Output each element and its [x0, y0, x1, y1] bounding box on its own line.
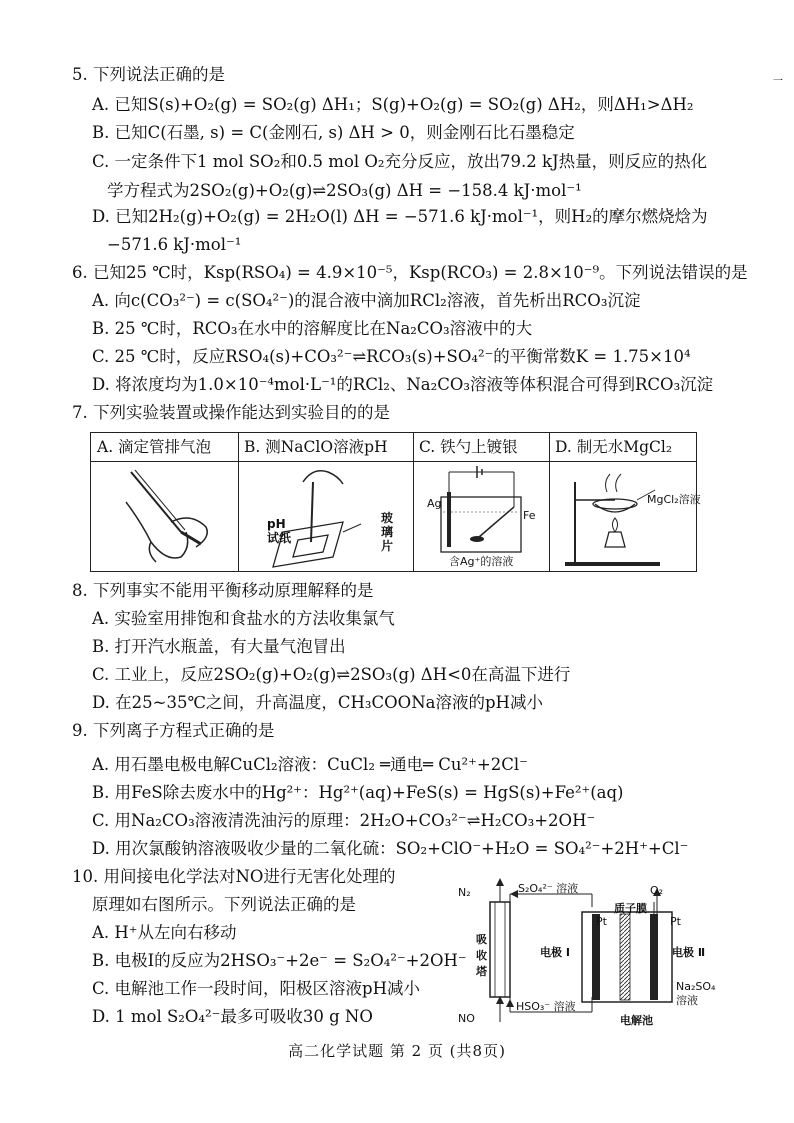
q8-option-d: D. 在25~35℃之间，升高温度，CH₃COONa溶液的pH减小 — [92, 693, 543, 712]
glass-label: 玻 璃 片 — [381, 511, 394, 553]
q10-option-c: C. 电解池工作一段时间，阳极区溶液pH减小 — [92, 979, 420, 998]
q8-option-b: B. 打开汽水瓶盖，有大量气泡冒出 — [92, 637, 346, 656]
no-label: NO — [458, 1012, 475, 1025]
q5-stem: 5. 下列说法正确的是 — [72, 65, 225, 84]
electrode-2-label: 电极 Ⅱ — [672, 946, 706, 959]
q10-stem-line1: 10. 用间接电化学法对NO进行无害化处理的 — [72, 867, 396, 886]
q10-option-b: B. 电极Ⅰ的反应为2HSO₃⁻+2e⁻ = S₂O₄²⁻+2OH⁻ — [92, 951, 467, 970]
q8-option-c: C. 工业上，反应2SO₂(g)+O₂(g)⇌2SO₃(g) ΔH<0在高温下进行 — [92, 665, 571, 684]
q6-option-c: C. 25 ℃时，反应RSO₄(s)+CO₃²⁻⇌RCO₃(s)+SO₄²⁻的平衡常数K = 1.75×10⁴ — [92, 347, 691, 366]
q8-option-a: A. 实验室用排饱和食盐水的方法收集氯气 — [92, 609, 395, 628]
q5-option-b: B. 已知C(石墨, s) = C(金刚石, s) ΔH > 0，则金刚石比石墨稳定 — [92, 123, 575, 142]
q7-apparatus-table — [90, 432, 701, 572]
q6-option-d: D. 将浓度均为1.0×10⁻⁴mol·L⁻¹的RCl₂、Na₂CO₃溶液等体积混合可得到RCO₃沉淀 — [92, 375, 714, 394]
proton-membrane-label: 质子膜 — [614, 902, 647, 915]
q6-option-a: A. 向c(CO₃²⁻) = c(SO₄²⁻)的混合液中滴加RCl₂溶液，首先析出RCO₃沉淀 — [92, 291, 641, 310]
page-footer: 高二化学试题 第 2 页 (共8页) — [288, 1042, 506, 1060]
q10-option-d: D. 1 mol S₂O₄²⁻最多可吸收30 g NO — [92, 1007, 373, 1026]
q5-option-c-line2: 学方程式为2SO₂(g)+O₂(g)⇌2SO₃(g) ΔH = −158.4 kJ·mol⁻¹ — [107, 181, 582, 200]
ag-electrode-label: Ag — [427, 497, 442, 510]
fe-electrode-label: Fe — [523, 509, 536, 522]
ag-solution-label: 含Ag⁺的溶液 — [449, 555, 514, 568]
electrode-1-label: 电极 Ⅰ — [540, 946, 570, 959]
pt-left-label: Pt — [596, 915, 607, 928]
q6-option-b: B. 25 ℃时，RCO₃在水中的溶解度比在Na₂CO₃溶液中的大 — [92, 319, 533, 338]
q9-stem: 9. 下列离子方程式正确的是 — [72, 721, 275, 740]
s2o4-solution-label: S₂O₄²⁻ 溶液 — [518, 882, 579, 895]
q7-header-b: B. 测NaClO溶液pH — [244, 438, 388, 456]
q9-option-b: B. 用FeS除去废水中的Hg²⁺：Hg²⁺(aq)+FeS(s) = HgS(s)+Fe²⁺(aq) — [92, 783, 624, 802]
corner-mark: 一 — [773, 76, 783, 87]
electrolytic-cell-label: 电解池 — [620, 1014, 653, 1027]
q7-header-c: C. 铁勺上镀银 — [419, 438, 518, 456]
q6-stem: 6. 已知25 ℃时，Ksp(RSO₄) = 4.9×10⁻⁵，Ksp(RCO₃) = 2.8×10⁻⁹。下列说法错误的是 — [72, 263, 748, 282]
mgcl2-solution-label: MgCl₂溶液 — [647, 493, 701, 506]
absorption-tower-label: 吸 收 塔 — [476, 933, 487, 978]
ph-paper-label: pH 试纸 — [267, 517, 292, 545]
q5-option-d-line1: D. 已知2H₂(g)+O₂(g) = 2H₂O(l) ΔH = −571.6 kJ·mol⁻¹，则H₂的摩尔燃烧焓为 — [92, 207, 708, 226]
q8-stem: 8. 下列事实不能用平衡移动原理解释的是 — [72, 581, 374, 600]
q10-stem-line2: 原理如右图所示。下列说法正确的是 — [92, 895, 356, 914]
q10-option-a: A. H⁺从左向右移动 — [92, 923, 237, 942]
q7-header-d: D. 制无水MgCl₂ — [555, 438, 673, 456]
o2-label: O₂ — [650, 884, 664, 897]
q7-header-a: A. 滴定管排气泡 — [97, 438, 212, 456]
q5-option-c-line1: C. 一定条件下1 mol SO₂和0.5 mol O₂充分反应，放出79.2 kJ热量，则反应的热化 — [92, 152, 708, 171]
hso3-solution-label: HSO₃⁻ 溶液 — [516, 1000, 576, 1013]
q9-option-a: A. 用石墨电极电解CuCl₂溶液：CuCl₂ ═通电═ Cu²⁺+2Cl⁻ — [92, 755, 528, 774]
burette-hand-illustration — [111, 462, 221, 570]
q9-option-c: C. 用Na₂CO₃溶液清洗油污的原理：2H₂O+CO₃²⁻⇌H₂CO₃+2OH⁻ — [92, 811, 596, 830]
q5-option-d-line2: −571.6 kJ·mol⁻¹ — [107, 235, 242, 254]
pt-right-label: Pt — [670, 915, 681, 928]
na2so4-solution-label: Na₂SO₄ 溶液 — [676, 980, 716, 1007]
q9-option-d: D. 用次氯酸钠溶液吸收少量的二氧化硫：SO₂+ClO⁻+H₂O = SO₄²⁻+2H⁺+Cl⁻ — [92, 839, 689, 858]
evaporation-illustration — [555, 462, 695, 570]
n2-label: N₂ — [458, 886, 471, 899]
q7-stem: 7. 下列实验装置或操作能达到实验目的的是 — [72, 403, 390, 422]
q5-option-a: A. 已知S(s)+O₂(g) = SO₂(g) ΔH₁；S(g)+O₂(g) = SO₂(g) ΔH₂，则ΔH₁>ΔH₂ — [92, 95, 694, 114]
